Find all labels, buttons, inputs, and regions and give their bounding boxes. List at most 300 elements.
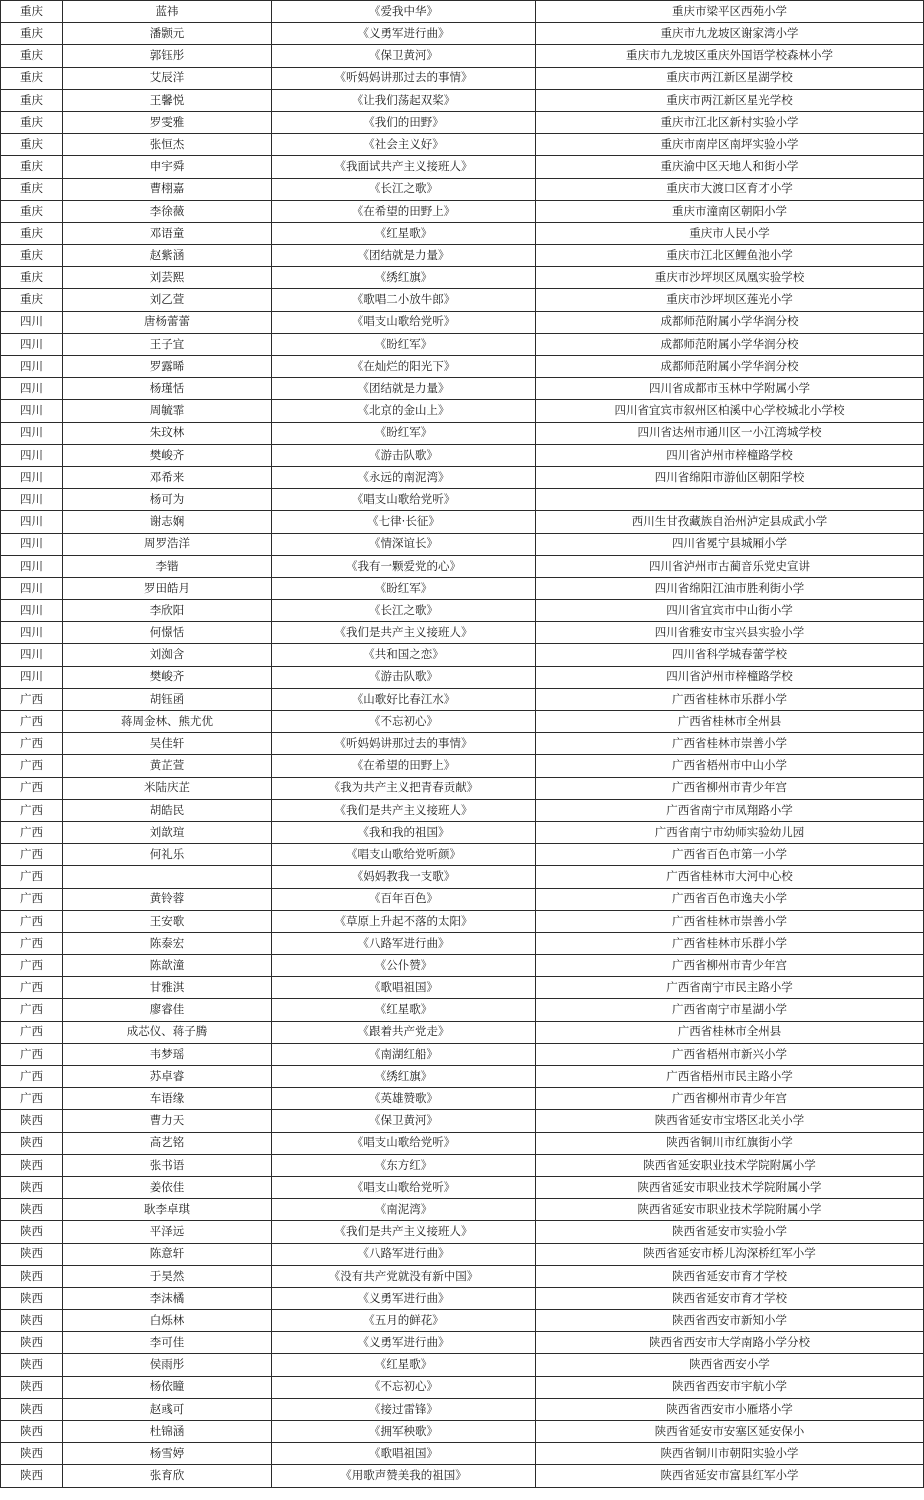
province-cell: 广西 [1,932,63,954]
province-cell: 重庆 [1,89,63,111]
school-cell: 广西省桂林市全州县 [536,1021,924,1043]
song-title-cell: 《在希望的田野上》 [272,755,536,777]
table-row [1,1088,924,1110]
province-cell: 陕西 [1,1421,63,1443]
table-row [1,45,924,67]
student-name-cell: 郭钰彤 [63,45,272,67]
table-row [1,1465,924,1487]
province-cell: 四川 [1,511,63,533]
song-title-cell: 《团结就是力量》 [272,378,536,400]
school-cell: 广西省南宁市幼师实验幼儿园 [536,821,924,843]
student-name-cell: 张育欣 [63,1465,272,1487]
school-cell: 四川省达州市通川区一小江湾城学校 [536,422,924,444]
song-title-cell: 《义勇军进行曲》 [272,1332,536,1354]
table-row [1,1221,924,1243]
school-cell: 陕西省延安市职业技术学院附属小学 [536,1176,924,1198]
song-title-cell: 《团结就是力量》 [272,245,536,267]
table-row [1,489,924,511]
school-cell: 重庆市人民小学 [536,222,924,244]
song-title-cell: 《保卫黄河》 [272,45,536,67]
province-cell: 重庆 [1,178,63,200]
province-cell: 四川 [1,555,63,577]
student-name-cell: 李徐薇 [63,200,272,222]
school-cell: 四川省绵阳市游仙区朝阳学校 [536,466,924,488]
school-cell: 广西省桂林市乐群小学 [536,932,924,954]
student-name-cell: 耿李卓琪 [63,1199,272,1221]
school-cell: 广西省桂林市大河中心校 [536,866,924,888]
province-cell: 广西 [1,1088,63,1110]
school-cell: 成都师范附属小学华润分校 [536,333,924,355]
table-row [1,844,924,866]
student-name-cell: 罗露晞 [63,356,272,378]
school-cell: 广西省梧州市中山小学 [536,755,924,777]
province-cell: 广西 [1,821,63,843]
song-title-cell: 《歌唱二小放牛郎》 [272,289,536,311]
province-cell: 重庆 [1,289,63,311]
school-cell: 陕西省延安市育才学校 [536,1265,924,1287]
table-row [1,356,924,378]
student-name-cell: 曹栩嘉 [63,178,272,200]
province-cell: 陕西 [1,1265,63,1287]
song-title-cell: 《草原上升起不落的太阳》 [272,910,536,932]
student-name-cell: 周罗浩洋 [63,533,272,555]
student-name-cell: 刘芸熙 [63,267,272,289]
student-name-cell: 甘雅淇 [63,977,272,999]
table-row [1,67,924,89]
student-name-cell: 平泽远 [63,1221,272,1243]
song-title-cell: 《义勇军进行曲》 [272,23,536,45]
table-row [1,1398,924,1420]
province-cell: 重庆 [1,245,63,267]
table-row [1,866,924,888]
school-cell: 四川省成都市玉林中学附属小学 [536,378,924,400]
table-row [1,1332,924,1354]
song-title-cell: 《我和我的祖国》 [272,821,536,843]
school-cell: 成都师范附属小学华润分校 [536,356,924,378]
song-title-cell: 《接过雷锋》 [272,1398,536,1420]
student-name-cell: 成芯仪、蒋子腾 [63,1021,272,1043]
school-cell: 四川省雅安市宝兴县实验小学 [536,622,924,644]
school-cell: 重庆市大渡口区育才小学 [536,178,924,200]
song-title-cell: 《在灿烂的阳光下》 [272,356,536,378]
school-cell: 广西省南宁市民主路小学 [536,977,924,999]
song-title-cell: 《我为共产主义把青春贡献》 [272,777,536,799]
student-name-cell: 王子宜 [63,333,272,355]
table-row [1,644,924,666]
school-cell: 陕西省延安市富县红军小学 [536,1465,924,1487]
song-title-cell: 《山歌好比春江水》 [272,688,536,710]
province-cell: 广西 [1,866,63,888]
student-name-cell: 李欣阳 [63,600,272,622]
school-cell: 成都师范附属小学华润分校 [536,311,924,333]
table-row [1,1043,924,1065]
table-row [1,999,924,1021]
roster-body [1,1,924,1488]
student-name-cell: 申宇舜 [63,156,272,178]
province-cell: 陕西 [1,1132,63,1154]
school-cell: 重庆市两江新区星湖学校 [536,67,924,89]
student-name-cell: 米陆庆芷 [63,777,272,799]
student-name-cell: 蓝祎 [63,1,272,23]
student-name-cell [63,866,272,888]
song-title-cell: 《听妈妈讲那过去的事情》 [272,733,536,755]
province-cell: 广西 [1,910,63,932]
province-cell: 四川 [1,311,63,333]
school-cell: 四川省宜宾市叙州区柏溪中心学校城北小学校 [536,400,924,422]
province-cell: 陕西 [1,1287,63,1309]
student-name-cell: 廖睿佳 [63,999,272,1021]
song-title-cell: 《唱支山歌给党听》 [272,311,536,333]
province-cell: 陕西 [1,1199,63,1221]
student-name-cell: 蒋周金林、熊尤优 [63,711,272,733]
school-cell: 广西省百色市逸夫小学 [536,888,924,910]
song-title-cell: 《拥军秧歌》 [272,1421,536,1443]
school-cell: 陕西省延安市育才学校 [536,1287,924,1309]
song-title-cell: 《五月的鲜花》 [272,1310,536,1332]
province-cell: 重庆 [1,1,63,23]
song-title-cell: 《让我们荡起双桨》 [272,89,536,111]
student-name-cell: 杨依瞳 [63,1376,272,1398]
table-row [1,755,924,777]
province-cell: 广西 [1,799,63,821]
province-cell: 陕西 [1,1110,63,1132]
table-row [1,1354,924,1376]
table-row [1,622,924,644]
student-name-cell: 刘歆瑄 [63,821,272,843]
province-cell: 陕西 [1,1332,63,1354]
song-title-cell: 《不忘初心》 [272,711,536,733]
province-cell: 四川 [1,422,63,444]
province-cell: 重庆 [1,67,63,89]
song-title-cell: 《盼红军》 [272,422,536,444]
student-name-cell: 吴佳轩 [63,733,272,755]
province-cell: 四川 [1,577,63,599]
province-cell: 广西 [1,688,63,710]
province-cell: 重庆 [1,267,63,289]
student-name-cell: 樊峻齐 [63,666,272,688]
province-cell: 陕西 [1,1221,63,1243]
table-row [1,1310,924,1332]
table-row [1,910,924,932]
province-cell: 广西 [1,1043,63,1065]
student-name-cell: 谢志娴 [63,511,272,533]
table-row [1,333,924,355]
student-name-cell: 陈意轩 [63,1243,272,1265]
student-name-cell: 车语缘 [63,1088,272,1110]
song-title-cell: 《我们是共产主义接班人》 [272,622,536,644]
school-cell: 重庆市九龙坡区重庆外国语学校森林小学 [536,45,924,67]
song-title-cell: 《七律·长征》 [272,511,536,533]
school-cell: 广西省南宁市星湖小学 [536,999,924,1021]
song-title-cell: 《红星歌》 [272,999,536,1021]
school-cell: 重庆市九龙坡区谢家湾小学 [536,23,924,45]
song-title-cell: 《社会主义好》 [272,134,536,156]
school-cell: 广西省柳州市青少年宫 [536,1088,924,1110]
student-name-cell: 姜依佳 [63,1176,272,1198]
school-cell: 四川省科学城春蕾学校 [536,644,924,666]
province-cell: 广西 [1,999,63,1021]
song-title-cell: 《唱支山歌给党听》 [272,1176,536,1198]
province-cell: 陕西 [1,1465,63,1487]
table-row [1,555,924,577]
school-cell: 广西省桂林市崇善小学 [536,910,924,932]
school-cell: 重庆市梁平区西苑小学 [536,1,924,23]
school-cell: 重庆市两江新区星光学校 [536,89,924,111]
song-title-cell: 《保卫黄河》 [272,1110,536,1132]
table-row [1,1199,924,1221]
school-cell: 陕西省延安市安塞区延安保小 [536,1421,924,1443]
province-cell: 陕西 [1,1243,63,1265]
province-cell: 广西 [1,755,63,777]
student-name-cell: 赵彧可 [63,1398,272,1420]
school-cell: 陕西省延安市实验小学 [536,1221,924,1243]
table-row [1,311,924,333]
province-cell: 广西 [1,733,63,755]
table-row [1,955,924,977]
table-row [1,156,924,178]
province-cell: 四川 [1,378,63,400]
student-name-cell: 高艺铭 [63,1132,272,1154]
student-name-cell: 樊峻齐 [63,444,272,466]
student-name-cell: 李锴 [63,555,272,577]
student-name-cell: 胡皓民 [63,799,272,821]
student-name-cell: 张恒杰 [63,134,272,156]
table-row [1,977,924,999]
song-title-cell: 《歌唱祖国》 [272,1443,536,1465]
school-cell: 陕西省西安市宇航小学 [536,1376,924,1398]
song-title-cell: 《我面试共产主义接班人》 [272,156,536,178]
table-row [1,89,924,111]
school-cell: 陕西省铜川市红旗街小学 [536,1132,924,1154]
province-cell: 四川 [1,666,63,688]
student-name-cell: 邓希来 [63,466,272,488]
student-name-cell: 艾辰洋 [63,67,272,89]
song-title-cell: 《我们是共产主义接班人》 [272,799,536,821]
province-cell: 陕西 [1,1398,63,1420]
table-row [1,200,924,222]
school-cell: 广西省桂林市崇善小学 [536,733,924,755]
table-row [1,400,924,422]
province-cell: 四川 [1,444,63,466]
student-name-cell: 黄芷萱 [63,755,272,777]
student-name-cell: 赵紫涵 [63,245,272,267]
province-cell: 重庆 [1,134,63,156]
table-row [1,1265,924,1287]
song-title-cell: 《英雄赞歌》 [272,1088,536,1110]
province-cell: 四川 [1,533,63,555]
song-title-cell: 《义勇军进行曲》 [272,1287,536,1309]
table-row [1,799,924,821]
table-row [1,711,924,733]
province-cell: 四川 [1,622,63,644]
song-title-cell: 《百年百色》 [272,888,536,910]
school-cell: 四川省宜宾市中山街小学 [536,600,924,622]
student-name-cell: 杜锦涵 [63,1421,272,1443]
student-name-cell: 陈歆潼 [63,955,272,977]
song-title-cell: 《情深谊长》 [272,533,536,555]
song-title-cell: 《公仆赞》 [272,955,536,977]
school-cell: 重庆渝中区天地人和街小学 [536,156,924,178]
student-name-cell: 邓语童 [63,222,272,244]
song-title-cell: 《跟着共产党走》 [272,1021,536,1043]
province-cell: 重庆 [1,45,63,67]
student-name-cell: 何礼乐 [63,844,272,866]
school-cell: 广西省柳州市青少年宫 [536,955,924,977]
table-row [1,777,924,799]
school-cell: 四川省绵阳江油市胜利街小学 [536,577,924,599]
song-title-cell: 《爱我中华》 [272,1,536,23]
student-name-cell: 白烁林 [63,1310,272,1332]
school-cell: 重庆市南岸区南坪实验小学 [536,134,924,156]
student-name-cell: 罗田皓月 [63,577,272,599]
province-cell: 广西 [1,711,63,733]
table-row [1,1421,924,1443]
school-cell: 陕西省铜川市朝阳实验小学 [536,1443,924,1465]
song-title-cell: 《在希望的田野上》 [272,200,536,222]
song-title-cell: 《南湖红船》 [272,1043,536,1065]
school-cell: 广西省柳州市青少年宫 [536,777,924,799]
student-name-cell: 胡钰函 [63,688,272,710]
school-cell: 四川省泸州市梓橦路学校 [536,666,924,688]
table-row [1,888,924,910]
province-cell: 广西 [1,888,63,910]
school-cell: 重庆市江北区鲤鱼池小学 [536,245,924,267]
song-title-cell: 《东方红》 [272,1154,536,1176]
table-row [1,422,924,444]
province-cell: 陕西 [1,1154,63,1176]
province-cell: 陕西 [1,1310,63,1332]
province-cell: 广西 [1,777,63,799]
table-row [1,1021,924,1043]
student-name-cell: 杨瑾恬 [63,378,272,400]
school-cell: 重庆市潼南区朝阳小学 [536,200,924,222]
table-row [1,222,924,244]
school-cell: 陕西省西安市新知小学 [536,1310,924,1332]
song-title-cell: 《南泥湾》 [272,1199,536,1221]
province-cell: 广西 [1,977,63,999]
student-name-cell: 杨可为 [63,489,272,511]
student-name-cell: 潘颢元 [63,23,272,45]
province-cell: 陕西 [1,1176,63,1198]
school-cell: 陕西省延安职业技术学院附属小学 [536,1154,924,1176]
school-cell: 陕西省延安市宝塔区北关小学 [536,1110,924,1132]
table-row [1,23,924,45]
student-name-cell: 何憬恬 [63,622,272,644]
song-title-cell: 《我有一颗爱党的心》 [272,555,536,577]
student-name-cell: 苏卓睿 [63,1066,272,1088]
table-row [1,1132,924,1154]
table-row [1,289,924,311]
table-row [1,178,924,200]
school-cell: 陕西省西安小学 [536,1354,924,1376]
school-cell [536,489,924,511]
table-row [1,1176,924,1198]
student-name-cell: 王安歌 [63,910,272,932]
song-title-cell: 《用歌声赞美我的祖国》 [272,1465,536,1487]
province-cell: 重庆 [1,156,63,178]
school-cell: 广西省梧州市民主路小学 [536,1066,924,1088]
province-cell: 四川 [1,333,63,355]
song-title-cell: 《唱支山歌给党听颜》 [272,844,536,866]
student-name-cell: 王馨悦 [63,89,272,111]
school-cell: 广西省百色市第一小学 [536,844,924,866]
student-name-cell: 陈泰宏 [63,932,272,954]
school-cell: 陕西省延安市职业技术学院附属小学 [536,1199,924,1221]
student-name-cell: 唐杨蕾蕾 [63,311,272,333]
table-row [1,1376,924,1398]
song-title-cell: 《没有共产党就没有新中国》 [272,1265,536,1287]
song-title-cell: 《长江之歌》 [272,600,536,622]
student-name-cell: 杨雪婷 [63,1443,272,1465]
province-cell: 广西 [1,844,63,866]
province-cell: 广西 [1,955,63,977]
province-cell: 广西 [1,1066,63,1088]
table-row [1,111,924,133]
school-cell: 广西省梧州市新兴小学 [536,1043,924,1065]
school-cell: 四川省泸州市梓橦路学校 [536,444,924,466]
province-cell: 四川 [1,356,63,378]
table-row [1,1110,924,1132]
song-title-cell: 《永远的南泥湾》 [272,466,536,488]
school-cell: 重庆市沙坪坝区凤凰实验学校 [536,267,924,289]
student-name-cell: 刘乙萱 [63,289,272,311]
province-cell: 陕西 [1,1376,63,1398]
province-cell: 重庆 [1,23,63,45]
song-title-cell: 《唱支山歌给党听》 [272,489,536,511]
school-cell: 四川省冕宁县城厢小学 [536,533,924,555]
province-cell: 重庆 [1,200,63,222]
song-title-cell: 《八路军进行曲》 [272,1243,536,1265]
province-cell: 广西 [1,1021,63,1043]
province-cell: 四川 [1,644,63,666]
table-row [1,1154,924,1176]
province-cell: 四川 [1,466,63,488]
province-cell: 陕西 [1,1354,63,1376]
table-row [1,267,924,289]
song-title-cell: 《共和国之恋》 [272,644,536,666]
song-title-cell: 《盼红军》 [272,333,536,355]
province-cell: 四川 [1,400,63,422]
table-row [1,1243,924,1265]
student-name-cell: 周毓霏 [63,400,272,422]
song-title-cell: 《北京的金山上》 [272,400,536,422]
school-cell: 重庆市沙坪坝区莲光小学 [536,289,924,311]
song-title-cell: 《游击队歌》 [272,444,536,466]
table-row [1,688,924,710]
school-cell: 陕西省西安市大学南路小学分校 [536,1332,924,1354]
song-title-cell: 《妈妈教我一支歌》 [272,866,536,888]
song-title-cell: 《长江之歌》 [272,178,536,200]
school-cell: 广西省桂林市全州县 [536,711,924,733]
table-row [1,444,924,466]
table-row [1,511,924,533]
song-title-cell: 《红星歌》 [272,222,536,244]
school-cell: 陕西省延安市桥儿沟深桥红军小学 [536,1243,924,1265]
student-name-cell: 李沫橘 [63,1287,272,1309]
table-row [1,821,924,843]
table-row [1,600,924,622]
table-row [1,378,924,400]
table-row [1,1,924,23]
song-title-cell: 《我们是共产主义接班人》 [272,1221,536,1243]
school-cell: 陕西省西安市小雁塔小学 [536,1398,924,1420]
table-row [1,666,924,688]
song-title-cell: 《歌唱祖国》 [272,977,536,999]
song-title-cell: 《听妈妈讲那过去的事情》 [272,67,536,89]
table-row [1,577,924,599]
school-cell: 广西省桂林市乐群小学 [536,688,924,710]
province-cell: 重庆 [1,111,63,133]
